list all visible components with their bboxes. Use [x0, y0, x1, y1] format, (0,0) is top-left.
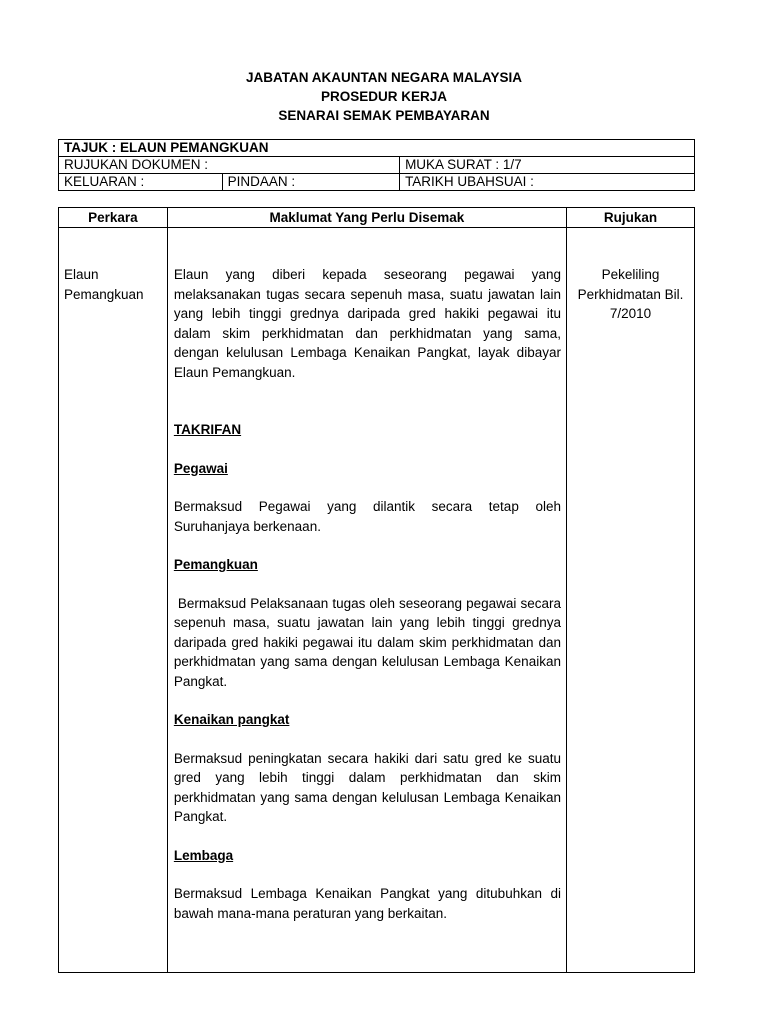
definition-term: Lembaga	[173, 847, 234, 863]
definition-term: Pemangkuan	[173, 557, 258, 572]
meta-modified-date: TARIKH UBAHSUAI :	[400, 174, 695, 191]
column-header-rujukan: Rujukan	[566, 208, 694, 228]
column-header-perkara: Perkara	[59, 208, 168, 228]
takrifan-heading: TAKRIFAN	[173, 422, 242, 437]
definition-text: Bermaksud peningkatan secara hakiki dari satu gred ke suatu gred yang lebih tinggi dalam perkhidmatan dan skim perkhidmatan yang sama dengan kelulusan Lembaga Kenaikan Pangkat.	[173, 750, 561, 824]
maklumat-cell	[167, 228, 566, 973]
definition-text: Bermaksud Lembaga Kenaikan Pangkat yang ditubuhkan di bawah mana-mana peraturan yang berkaitan.	[173, 886, 561, 921]
definition-text: Bermaksud Pelaksanaan tugas oleh seseorang pegawai secara sepenuh masa, suatu jawatan lain yang lebih tinggi grednya daripada gred hakiki pegawai itu dalam skim perkhidmatan dan perkhidmatan yang sama dengan kelulusan Lembaga Kenaikan Pangkat.	[173, 595, 565, 689]
definition-term: Kenaikan pangkat	[173, 712, 290, 727]
meta-page-number: MUKA SURAT : 1/7	[400, 157, 695, 174]
column-header-maklumat: Maklumat Yang Perlu Disemak	[167, 208, 566, 228]
definition-text: Bermaksud Pegawai yang dilantik secara tetap oleh Suruhanjaya berkenaan.	[173, 499, 561, 534]
definition-term: Pegawai	[173, 460, 228, 476]
perkara-cell: Elaun Pemangkuan	[59, 228, 168, 973]
checklist-table	[58, 207, 695, 973]
meta-revision: PINDAAN :	[222, 174, 399, 191]
header-agency: JABATAN AKAUNTAN NEGARA MALAYSIA	[246, 70, 522, 85]
intro-paragraph: Elaun yang diberi kepada seseorang pegawai yang melaksanakan tugas secara sepenuh masa, suatu jawatan lain yang lebih tinggi grednya daripada gred hakiki pegawai itu dalam skim perkhidmatan dan perkhidmatan yang sama, dengan kelulusan Lembaga Kenaikan Pangkat, layak dibayar Elaun Pemangkuan.	[173, 267, 561, 380]
meta-title: TAJUK : ELAUN PEMANGKUAN	[59, 140, 695, 157]
header-checklist: SENARAI SEMAK PEMBAYARAN	[278, 108, 490, 123]
meta-release: KELUARAN :	[59, 174, 223, 191]
meta-document-reference: RUJUKAN DOKUMEN :	[59, 157, 400, 174]
header-procedure: PROSEDUR KERJA	[320, 89, 448, 104]
rujukan-cell: Pekeliling Perkhidmatan Bil. 7/2010	[566, 228, 694, 973]
document-meta-table	[58, 139, 695, 191]
document-header	[0, 68, 768, 125]
